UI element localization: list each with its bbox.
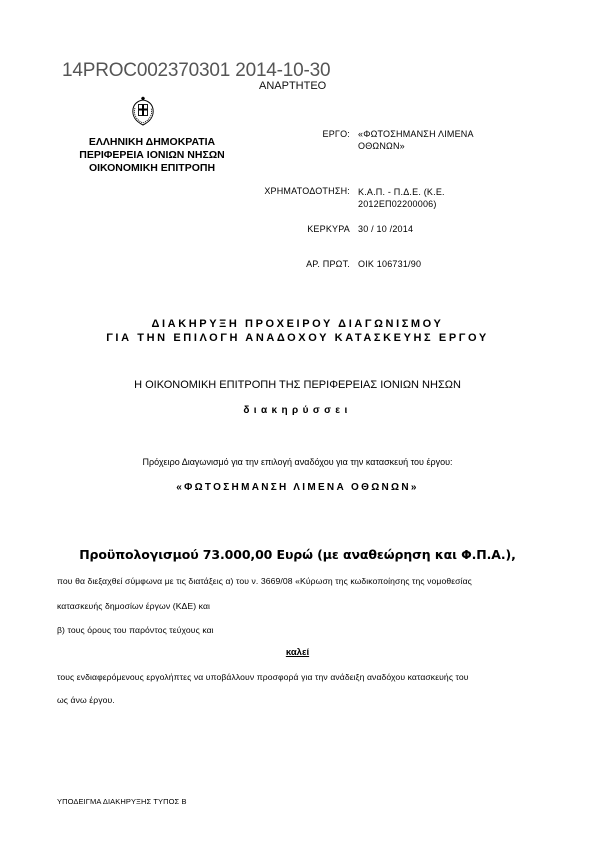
reference-code: 14PROC002370301 2014-10-30 <box>62 60 331 81</box>
funding-value <box>358 186 445 210</box>
authority-line-3: ΟΙΚΟΝΟΜΙΚΗ ΕΠΙΤΡΟΠΗ <box>88 162 216 174</box>
project-label: ΕΡΓΟ: <box>322 129 350 139</box>
body-line-5: ως άνω έργου. <box>57 695 115 705</box>
project-name-line-2: ΟΘΩΝΩΝ» <box>358 141 405 151</box>
posted-label: ΑΝΑΡΤΗΤΕΟ <box>259 80 327 92</box>
funding-label: ΧΡΗΜΑΤΟΔΟΤΗΣΗ: <box>264 186 350 196</box>
protocol-number: ΟΙΚ 106731/90 <box>358 259 422 269</box>
project-title: «ΦΩΤΟΣΗΜΑΝΣΗ ΛΙΜΕΝΑ ΟΘΩΝΩΝ» <box>176 482 419 493</box>
body-line-2: κατασκευής δημοσίων έργων (ΚΔΕ) και <box>57 601 211 611</box>
project-name-line-1: «ΦΩΤΟΣΗΜΑΝΣΗ ΛΙΜΕΝΑ <box>358 129 474 139</box>
document-title-line-2: ΓΙΑ ΤΗΝ ΕΠΙΛΟΓΗ ΑΝΑΔΟΧΟΥ ΚΑΤΑΣΚΕΥΗΣ ΕΡΓΟΥ <box>106 332 489 344</box>
document-title-line-1: ΔΙΑΚΗΡΥΞΗ ΠΡΟΧΕΙΡΟΥ ΔΙΑΓΩΝΙΣΜΟΥ <box>151 318 444 330</box>
date-value: 30 / 10 /2014 <box>358 224 414 234</box>
invites-heading: καλεί <box>285 647 310 658</box>
place-label: ΚΕΡΚΥΡΑ <box>307 224 350 234</box>
body-line-4: τους ενδιαφερόμενους εργολήπτες να υποβάλλουν προσφορά για την ανάδειξη αναδόχου κατασκευής του <box>57 672 469 682</box>
committee-line: Η ΟΙΚΟΝΟΜΙΚΗ ΕΠΙΤΡΟΠΗ ΤΗΣ ΠΕΡΙΦΕΡΕΙΑΣ ΙΟΝΙΩΝ ΝΗΣΩΝ <box>134 379 461 391</box>
project-name <box>358 128 474 152</box>
authority-line-1: ΕΛΛΗΝΙΚΗ ΔΗΜΟΚΡΑΤΙΑ <box>88 136 216 148</box>
funding-line-2: 2012ΕΠ02200006) <box>358 199 437 209</box>
budget-line: Προϋπολογισμού 73.000,00 Ευρώ (με αναθεώρηση και Φ.Π.Α.), <box>79 547 516 562</box>
declares-heading: διακηρύσσει <box>243 405 352 416</box>
authority-line-2: ΠΕΡΙΦΕΡΕΙΑ ΙΟΝΙΩΝ ΝΗΣΩΝ <box>79 149 225 161</box>
tender-intro: Πρόχειρο Διαγωνισμό για την επιλογή αναδόχου για την κατασκευή του έργου: <box>142 457 453 467</box>
funding-line-1: Κ.Α.Π. - Π.Δ.Ε. (Κ.Ε. <box>358 187 445 197</box>
coat-of-arms-emblem <box>130 96 156 126</box>
issuing-authority <box>71 136 233 175</box>
body-line-3: β) τους όρους του παρόντος τεύχους και <box>57 625 214 635</box>
body-line-1: που θα διεξαχθεί σύμφωνα με τις διατάξεις α) του ν. 3669/08 «Κύρωση της κωδικοποίησης της νομοθεσίας <box>57 576 472 586</box>
protocol-label: ΑΡ. ΠΡΩΤ. <box>306 259 350 269</box>
footer-template-label: ΥΠΟΔΕΙΓΜΑ ΔΙΑΚΗΡΥΞΗΣ ΤΥΠΟΣ Β <box>57 797 187 806</box>
